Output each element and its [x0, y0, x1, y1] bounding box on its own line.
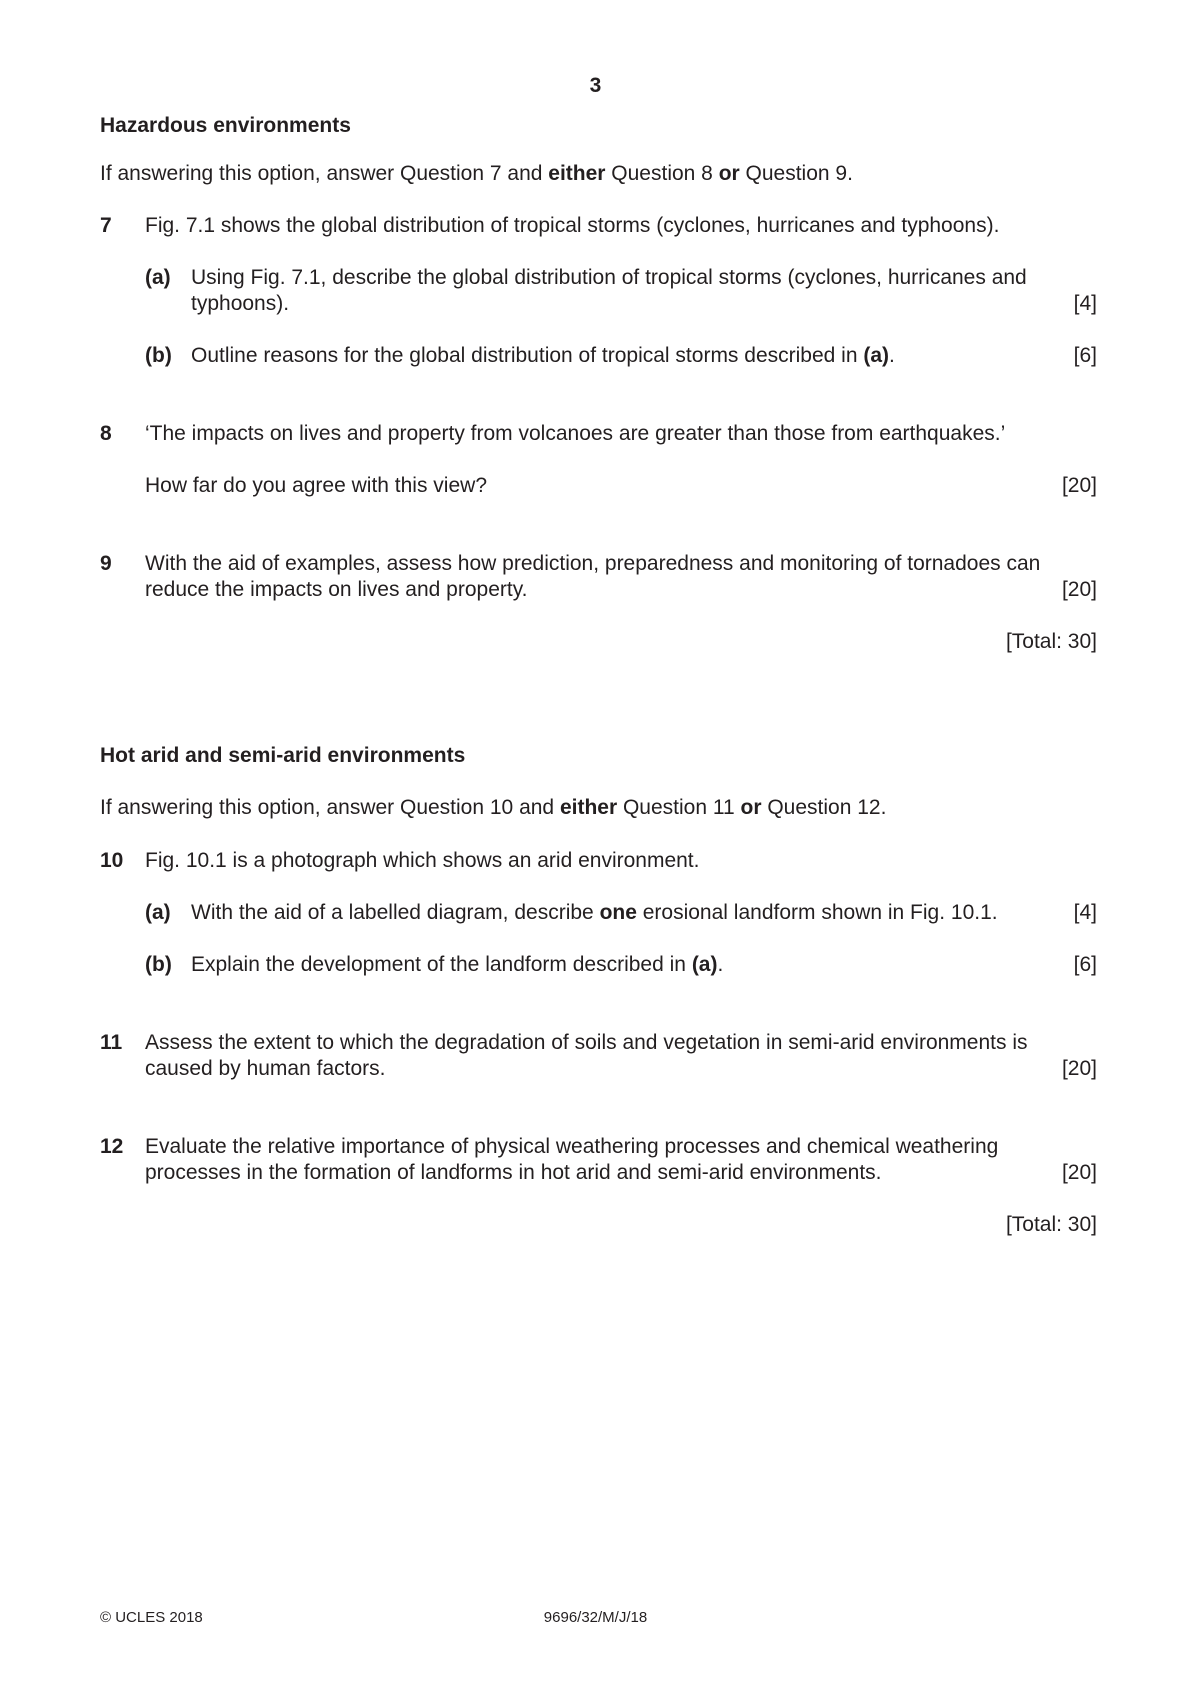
mark-allocation: [20] [1061, 1057, 1097, 1080]
subpart-text [191, 343, 895, 369]
instruction-text: Question 12. [761, 796, 887, 819]
question-text-line: processes in the formation of landforms in hot arid and semi-arid environments. [145, 1161, 882, 1184]
question-text-line: Assess the extent to which the degradation of soils and vegetation in semi-arid environments is [145, 1031, 1028, 1054]
mark-allocation: [4] [1073, 292, 1097, 315]
instruction-or: or [740, 796, 762, 819]
instruction-text: Question 8 [605, 162, 719, 185]
subpart-text-run: . [717, 953, 724, 976]
mark-allocation: [20] [1061, 474, 1097, 497]
page-number: 3 [589, 74, 602, 97]
mark-allocation: [20] [1061, 1161, 1097, 1184]
subpart-label: (a) [145, 901, 171, 924]
question-text: Fig. 7.1 shows the global distribution of tropical storms (cyclones, hurricanes and typhoons). [145, 214, 1000, 237]
subpart-text-run: With the aid of a labelled diagram, describe [191, 901, 600, 924]
section-instruction [100, 795, 886, 821]
instruction-or: or [718, 162, 740, 185]
section-instruction [100, 161, 853, 187]
question-number: 12 [100, 1135, 124, 1158]
question-text: Fig. 10.1 is a photograph which shows an arid environment. [145, 849, 700, 872]
subpart-emphasis: one [599, 901, 637, 924]
question-text-line: reduce the impacts on lives and property. [145, 578, 528, 601]
subpart-text-run: Outline reasons for the global distribution of tropical storms described in [191, 344, 864, 367]
footer-syllabus-code: 9696/32/M/J/18 [543, 1609, 648, 1626]
section-total: [Total: 30] [1005, 1213, 1097, 1236]
question-text-line: caused by human factors. [145, 1057, 386, 1080]
mark-allocation: [20] [1061, 578, 1097, 601]
subpart-label: (b) [145, 953, 172, 976]
instruction-either: either [559, 796, 618, 819]
subpart-text [191, 900, 998, 926]
subpart-text-run: erosional landform shown in Fig. 10.1. [636, 901, 998, 924]
question-number: 11 [100, 1031, 123, 1054]
question-number: 8 [100, 422, 112, 445]
section-heading-hot-arid: Hot arid and semi-arid environments [100, 744, 466, 767]
subpart-label: (b) [145, 344, 172, 367]
mark-allocation: [6] [1073, 344, 1097, 367]
question-text: How far do you agree with this view? [145, 474, 487, 497]
instruction-text: If answering this option, answer Question 7 and [100, 162, 549, 185]
mark-allocation: [4] [1073, 901, 1097, 924]
section-heading-hazardous: Hazardous environments [100, 114, 351, 137]
subpart-reference: (a) [691, 953, 718, 976]
mark-allocation: [6] [1073, 953, 1097, 976]
subpart-reference: (a) [863, 344, 890, 367]
subpart-text [191, 952, 723, 978]
instruction-text: Question 9. [739, 162, 853, 185]
instruction-text: If answering this option, answer Question 10 and [100, 796, 560, 819]
footer-copyright: © UCLES 2018 [100, 1609, 203, 1626]
question-number: 10 [100, 849, 124, 872]
question-quote: ‘The impacts on lives and property from volcanoes are greater than those from earthquakes.’ [145, 422, 1006, 445]
question-number: 9 [100, 552, 112, 575]
subpart-text-run: Explain the development of the landform described in [191, 953, 692, 976]
section-total: [Total: 30] [1005, 630, 1097, 653]
subpart-text-line: Using Fig. 7.1, describe the global distribution of tropical storms (cyclones, hurricanes and [191, 266, 1027, 289]
subpart-text-run: . [889, 344, 895, 367]
question-text-line: Evaluate the relative importance of physical weathering processes and chemical weathering [145, 1135, 999, 1158]
subpart-label: (a) [145, 266, 171, 289]
question-text-line: With the aid of examples, assess how prediction, preparedness and monitoring of tornadoes can [145, 552, 1041, 575]
instruction-text: Question 11 [617, 796, 741, 819]
instruction-either: either [548, 162, 606, 185]
subpart-text-line: typhoons). [191, 292, 290, 315]
question-number: 7 [100, 214, 112, 237]
